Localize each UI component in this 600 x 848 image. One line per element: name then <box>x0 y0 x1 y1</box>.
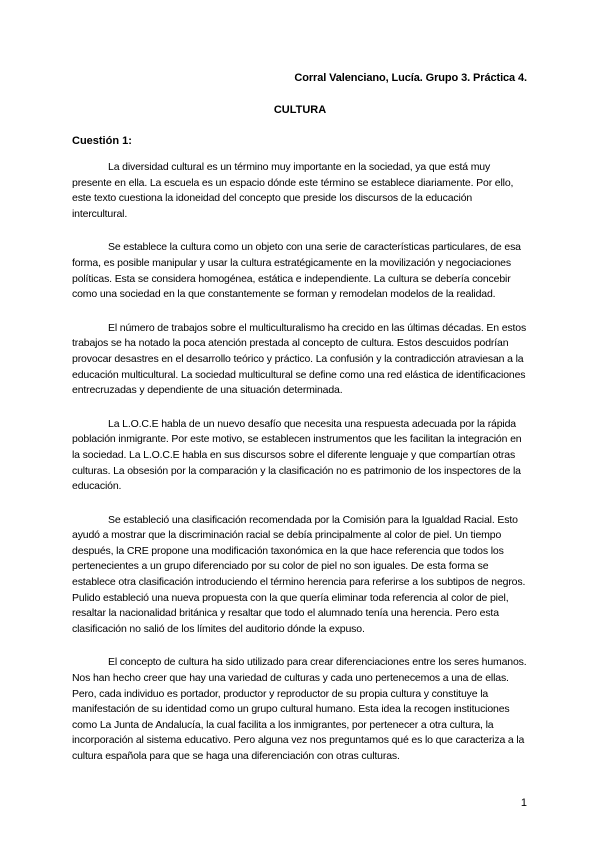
body-text <box>72 160 528 783</box>
page-number: 1 <box>520 797 527 809</box>
paragraph-1: La diversidad cultural es un término muy importante en la sociedad, ya que está muy presente en ella. La escuela es un espacio dónde este término se establece diariamente. Por ello, este texto cuestiona la idoneidad del concepto que preside los discursos de la educación intercultural. <box>72 161 514 220</box>
document-title: CULTURA <box>273 104 327 116</box>
paragraph-6: El concepto de cultura ha sido utilizado para crear diferenciaciones entre los seres humanos. Nos han hecho creer que hay una variedad de culturas y cada uno pertenecemos a una de ellas. Pero, cada individuo es portador, productor y reproductor de su propia cultura y constituye la manifestación de su identidad como un grupo cultural humano. Esta idea la recogen instituciones como La Junta de Andalucía, la cual facilita a los inmigrantes, por pertenecer a otra cultura, la incorporación al sistema educativo. Pero alguna vez nos preguntamos qué es lo que caracteriza a la cultura española para que se haga una diferenciación con otras culturas. <box>72 656 527 762</box>
paragraph-3: El número de trabajos sobre el multiculturalismo ha crecido en las últimas décadas. En estos trabajos se ha notado la poca atención prestada al concepto de cultura. Estos descuidos podrían provocar desastres en el desarrollo teórico y práctico. La confusión y la contradicción atraviesan a la educación multicultural. La sociedad multicultural se define como una red elástica de identificaciones entrecruzadas y dependiente de una situación determinada. <box>72 321 527 397</box>
question-heading: Cuestión 1: <box>72 135 132 147</box>
paragraph-4: La L.O.C.E habla de un nuevo desafío que necesita una respuesta adecuada por la rápida población inmigrante. Por este motivo, se establecen instrumentos que les facilitan la integración en la sociedad. La L.O.C.E habla en sus discursos sobre el diferente lenguaje y que compartían otras culturas. La obsesión por la comparación y la clasificación no es patrimonio de los inspectores de la educación. <box>72 417 522 493</box>
author-header: Corral Valenciano, Lucía. Grupo 3. Práctica 4. <box>294 72 527 84</box>
paragraph-5: Se estableció una clasificación recomendada por la Comisión para la Igualdad Racial. Esto ayudó a mostrar que la discriminación racial se debía principalmente al color de piel. Un tiempo después, la CRE propone una modificación taxonómica en la que hace referencia que todos los pertenecientes a un grupo diferenciado por su color de piel no son iguales. De esta forma se establece otra clasificación introduciendo el término herencia para referirse a los subtipos de negros. Pulido estableció una nueva propuesta con la que quería eliminar toda referencia al color de piel, resaltar la nacionalidad británica y resaltar que todo el alumnado tenía una herencia. Pero esta clasificación no salió de los límites del auditorio dónde la expuso. <box>72 513 526 635</box>
paragraph-2: Se establece la cultura como un objeto con una serie de características particulares, de esa forma, es posible manipular y usar la cultura estratégicamente en la movilización y negociaciones políticas. Esta se considera homogénea, estática e independiente. La cultura se debería concebir como una sociedad en la que constantemente se forman y remodelan modelos de la realidad. <box>72 241 521 301</box>
